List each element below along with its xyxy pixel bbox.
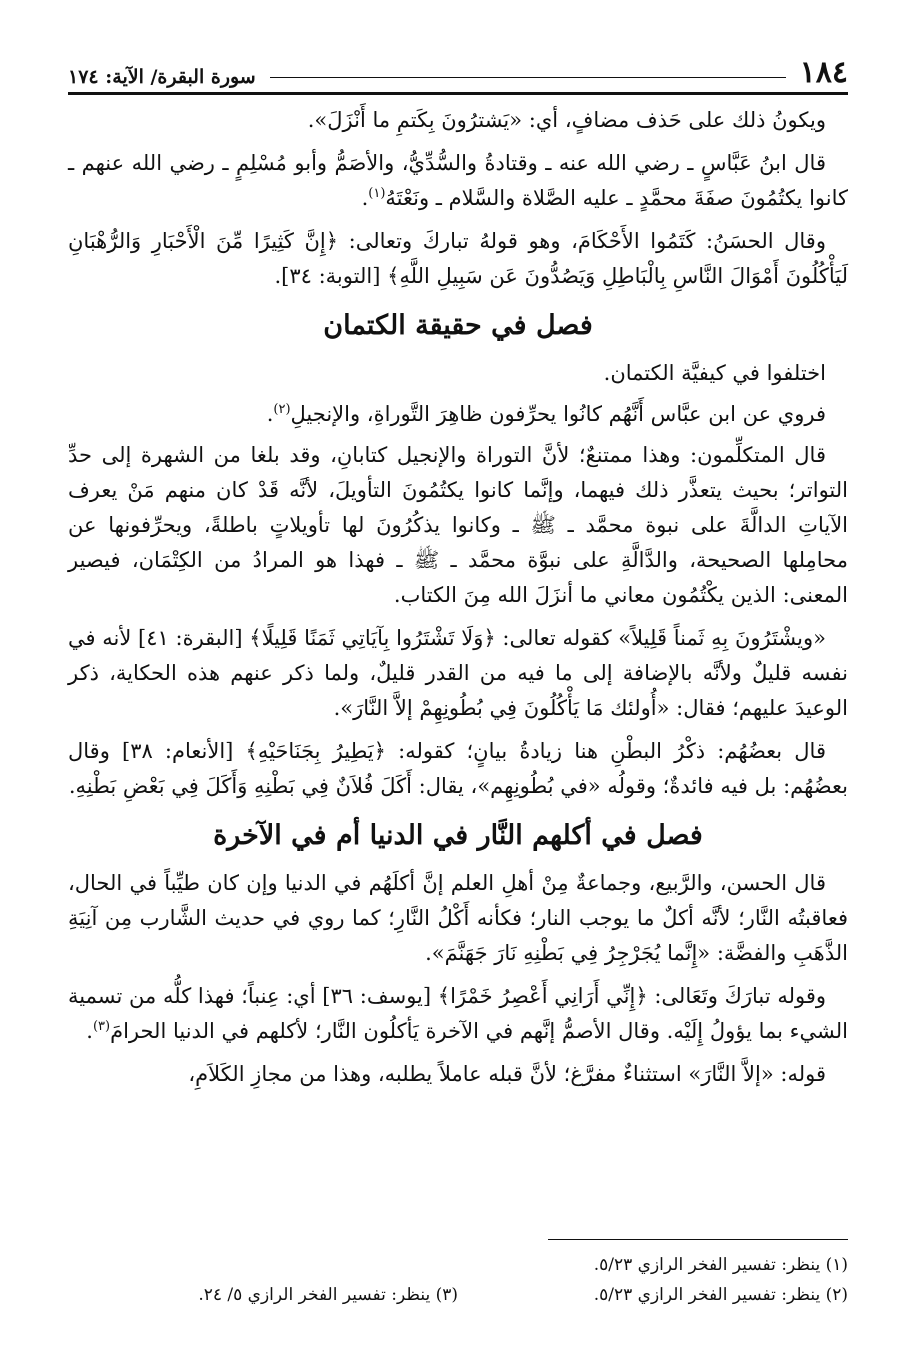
body-text — [68, 103, 848, 1092]
paragraph: قوله: «إلاَّ النَّارَ» استثناءٌ مفرَّغ؛ لأنَّ قبله عاملاً يطلبه، وهذا من مجازِ الكَلاَمِ، — [188, 1062, 826, 1086]
section-heading: فصل في حقيقة الكتمان — [323, 310, 593, 341]
paragraph: قال الحسن، والرَّبيع، وجماعةٌ مِنْ أهلِ العلم إنَّ أكلَهُم في الدنيا وإن كان طيِّباً في الحال، فعاقبتُه النَّار؛ لأنَّه أكلٌ ما يوجب النار؛ فكأنه أَكْلُ النَّارِ؛ كما روي في حديث الشَّارب مِن آنِيَةِ الذَّهَبِ والفضَّة: «إِنَّما يُجَرْجِرُ فِي بَطْنِهِ نَارَ جَهَنَّمَ». — [68, 871, 848, 965]
paragraph: ويكونُ ذلك على حَذف مضافٍ، أي: «يَشترُونَ بِكَتمِ ما أَنْزَلَ». — [307, 108, 826, 132]
footnote-1: (١) ينظر: تفسير الفخر الرازي ٥/٢٣. — [593, 1255, 848, 1275]
book-page — [68, 40, 848, 1340]
footnote-mark: (١) — [368, 186, 386, 201]
footnote-row — [68, 1250, 848, 1280]
footnote-2: (٢) ينظر: تفسير الفخر الرازي ٥/٢٣. — [593, 1285, 848, 1305]
paragraph: قال ابنُ عَبَّاسٍ ـ رضي الله عنه ـ وقتادةُ والسُّدِّيُّ، والأصَمُّ وأبو مُسْلِمٍ ـ رضي الله عنهم ـ كانوا يكتُمُونَ صفَةَ محمَّدٍ ـ عليه الصَّلاة والسَّلام ـ ونَعْتَهُ$^{(١)}$. — [68, 151, 848, 210]
footnote-mark: (٣) — [92, 1019, 111, 1034]
page-number: ١٨٤ — [799, 55, 848, 90]
section-heading: فصل في أكلهم النَّار في الدنيا أم في الآخرة — [213, 820, 703, 851]
paragraph: وقال الحسَنُ: كَتَمُوا الأَحْكَامَ، وهو قولهُ تباركَ وتعالى: ﴿إِنَّ كَثِيرًا مِّنَ الْأَحْبَارِ وَالرُّهْبَانِ لَيَأْكُلُونَ أَمْوَالَ النَّاسِ بِالْبَاطِلِ وَيَصُدُّونَ عَن سَبِيلِ اللَّهِ﴾ [التوبة: ٣٤]. — [68, 229, 848, 288]
paragraph: فروي عن ابن عبَّاس أَنَّهُم كانُوا يحرِّفون ظاهِرَ التَّوراةِ، والإنجيلِ$^{(٢)}$. — [266, 402, 826, 426]
running-header — [68, 40, 848, 95]
paragraph: قال بعضُهُم: ذكْرُ البطْنِ هنا زيادةُ بيانٍ؛ كقوله: ﴿يَطِيرُ بِجَنَاحَيْهِ﴾ [الأنعام: ٣٨] وقال بعضُهُم: بل فيه فائدةٌ؛ وقولُه «في بُطُونِهِم»، يقال: أَكَلَ فُلاَنٌ فِي بَطْنِهِ وَأَكَلَ فِي بَعْضِ بَطْنِهِ. — [68, 739, 848, 798]
surah-verse-label: سورة البقرة/ الآية: ١٧٤ — [68, 66, 256, 88]
header-rule — [270, 77, 786, 78]
paragraph: «ويشْتَرُونَ بِهِ ثَمناً قَلِيلاً» كقوله تعالى: ﴿وَلَا تَشْتَرُوا بِآيَاتِي ثَمَنًا قَلِيلًا﴾ [البقرة: ٤١] لأنه في نفسه قليلٌ ولأنَّه بالإضافة إلى ما فيه من القدر قليلٌ، ولما ذكر عنهم هذه الحكاية، ذكر الوعيدَ عليهم؛ فقال: «أُولئك مَا يَأْكُلُونَ فِي بُطُونِهِمْ إلاَّ النَّارَ». — [68, 626, 848, 720]
footnote-row — [68, 1280, 848, 1310]
paragraph: قال المتكلِّمون: وهذا ممتنعٌ؛ لأنَّ التوراة والإنجيل كتابانِ، وقد بلغا من الشهرة إلى حدِّ التواتر؛ بحيث يتعذَّر ذلك فيهما، وإنَّما كانوا يكتُمُونَ التأويلَ، لأنَّه قَدْ كان منهم مَنْ يعرف الآياتِ الدالَّةَ على نبوة محمَّد ـ ﷺ ـ وكانوا يذكُرُونَ لها تأويلاتٍ باطلةً، ويحرِّفونها عن محامِلها الصحيحة، والدَّالَّةِ على نبوَّة محمَّد ـ ﷺ ـ فهذا هو المرادُ من الكِتْمَان، فيصير المعنى: الذين يكْتُمُون معاني ما أنزَلَ الله مِنَ الكتاب. — [68, 443, 848, 607]
footnote-divider — [548, 1239, 848, 1240]
footnote-3: (٣) ينظر: تفسير الفخر الرازي ٥/ ٢٤. — [198, 1285, 458, 1305]
footnote-mark: (٢) — [273, 402, 291, 417]
paragraph: اختلفوا في كيفيَّة الكتمان. — [603, 361, 826, 385]
paragraph: وقوله تبارَكَ وتَعَالى: ﴿إِنِّي أَرَانِي أَعْصِرُ خَمْرًا﴾ [يوسف: ٣٦] أي: عِنباً؛ فهذا كلُّه من تسمية الشيء بما يؤولُ إِلَيْه. وقال الأصمُّ إنَّهم في الآخرة يَأكلُون النَّار؛ لأكلهم في الدنيا الحرامَ$^{(٣)}$. — [68, 984, 848, 1043]
footnotes — [68, 1239, 848, 1310]
